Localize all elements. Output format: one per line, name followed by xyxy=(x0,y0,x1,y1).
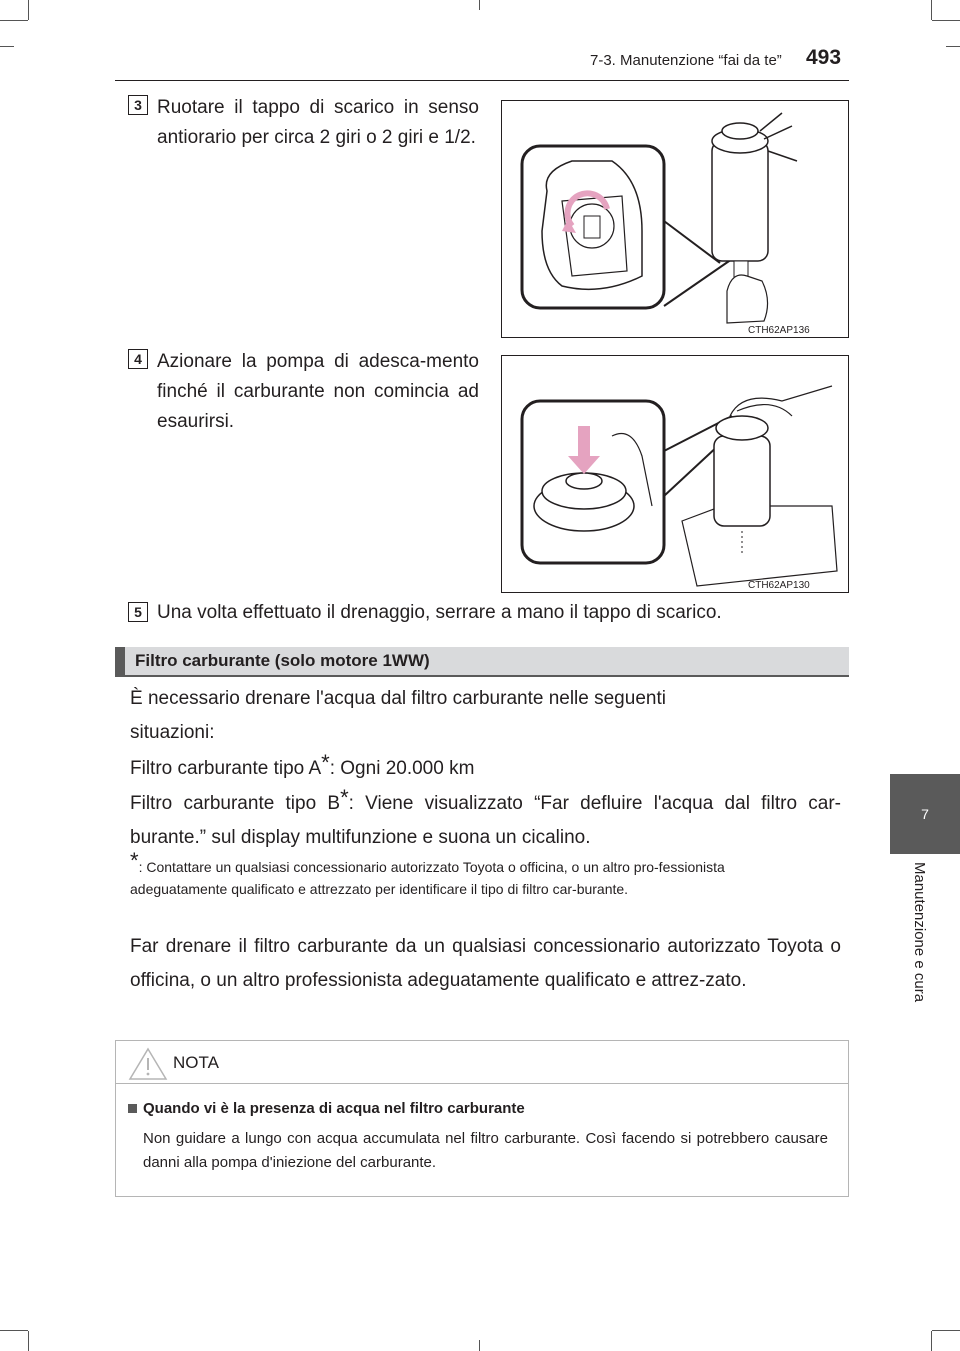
closing-paragraph: Far drenare il filtro carburante da un qualsiasi concessionario autorizzato Toyota o officina, o un altro professionista adeguatamente qualificato e attrez-zato. xyxy=(130,936,841,991)
drain-plug-illustration xyxy=(502,101,848,337)
step-number: 3 xyxy=(128,95,148,115)
figure-code: CTH62AP136 xyxy=(748,325,810,336)
header-rule xyxy=(115,80,849,81)
crop-mark xyxy=(932,20,960,21)
chapter-tab xyxy=(890,774,960,854)
chapter-number: 7 xyxy=(921,806,929,822)
crop-mark xyxy=(931,1331,932,1351)
asterisk: * xyxy=(130,848,139,873)
crop-mark xyxy=(932,1330,960,1331)
nota-label: NOTA xyxy=(173,1053,219,1072)
crop-mark xyxy=(0,20,28,21)
section-heading: Filtro carburante (solo motore 1WW) xyxy=(115,647,849,677)
filter-a-line xyxy=(130,752,841,786)
crop-mark xyxy=(946,46,960,47)
priming-pump-illustration xyxy=(502,356,848,592)
bullet-square-icon xyxy=(128,1104,137,1113)
filter-b-text: : Viene visualizzato “Far defluire l'acqua dal filtro car-burante.” sul display multifunzione e suona un cicalino. xyxy=(130,793,841,848)
step-text: Ruotare il tappo di scarico in senso antiorario per circa 2 giri o 2 giri e 1/2. xyxy=(157,97,479,148)
step-text: Una volta effettuato il drenaggio, serrare a mano il tappo di scarico. xyxy=(157,602,722,623)
filter-b-line xyxy=(130,787,841,855)
warning-icon xyxy=(128,1047,168,1081)
crop-mark xyxy=(479,1340,480,1351)
figure-drain-plug xyxy=(501,100,849,338)
step-number: 5 xyxy=(128,602,148,622)
section-title: 7-3. Manutenzione “fai da te” xyxy=(590,52,782,69)
nota-header xyxy=(116,1041,848,1084)
nota-item-text: Non guidare a lungo con acqua accumulata nel filtro carburante. Così facendo si potrebbero causare danni alla pompa d'iniezione del carburante. xyxy=(143,1130,828,1171)
step-text: Azionare la pompa di adesca-mento finché il carburante non comincia ad esaurirsi. xyxy=(157,351,479,432)
page-number: 493 xyxy=(806,46,842,69)
crop-mark xyxy=(28,0,29,20)
nota-item-title: Quando vi è la presenza di acqua nel filtro carburante xyxy=(143,1100,525,1117)
nota-box xyxy=(115,1040,849,1197)
crop-mark xyxy=(931,0,932,20)
crop-mark xyxy=(28,1331,29,1351)
filter-b-label: Filtro carburante tipo B xyxy=(130,793,341,814)
footnote-text: : Contattare un qualsiasi concessionario autorizzato Toyota o officina, o un altro pro-fessionista adeguatamente qualificato e attrezzato per identificare il tipo di filtro car-burante. xyxy=(130,859,725,897)
filter-a-text: : Ogni 20.000 km xyxy=(329,758,475,779)
footnote xyxy=(130,848,825,900)
asterisk: * xyxy=(340,785,349,810)
figure-code: CTH62AP130 xyxy=(748,580,810,591)
crop-mark xyxy=(0,46,14,47)
crop-mark xyxy=(0,1330,28,1331)
figure-priming-pump xyxy=(501,355,849,593)
step-number: 4 xyxy=(128,349,148,369)
chapter-title: Manutenzione e cura xyxy=(911,862,928,1003)
crop-mark xyxy=(479,0,480,10)
filter-a-label: Filtro carburante tipo A xyxy=(130,758,322,779)
nota-item-title-row xyxy=(128,1100,525,1117)
intro-paragraph: È necessario drenare l'acqua dal filtro carburante nelle seguenti situazioni: xyxy=(130,688,666,743)
asterisk: * xyxy=(321,750,330,775)
